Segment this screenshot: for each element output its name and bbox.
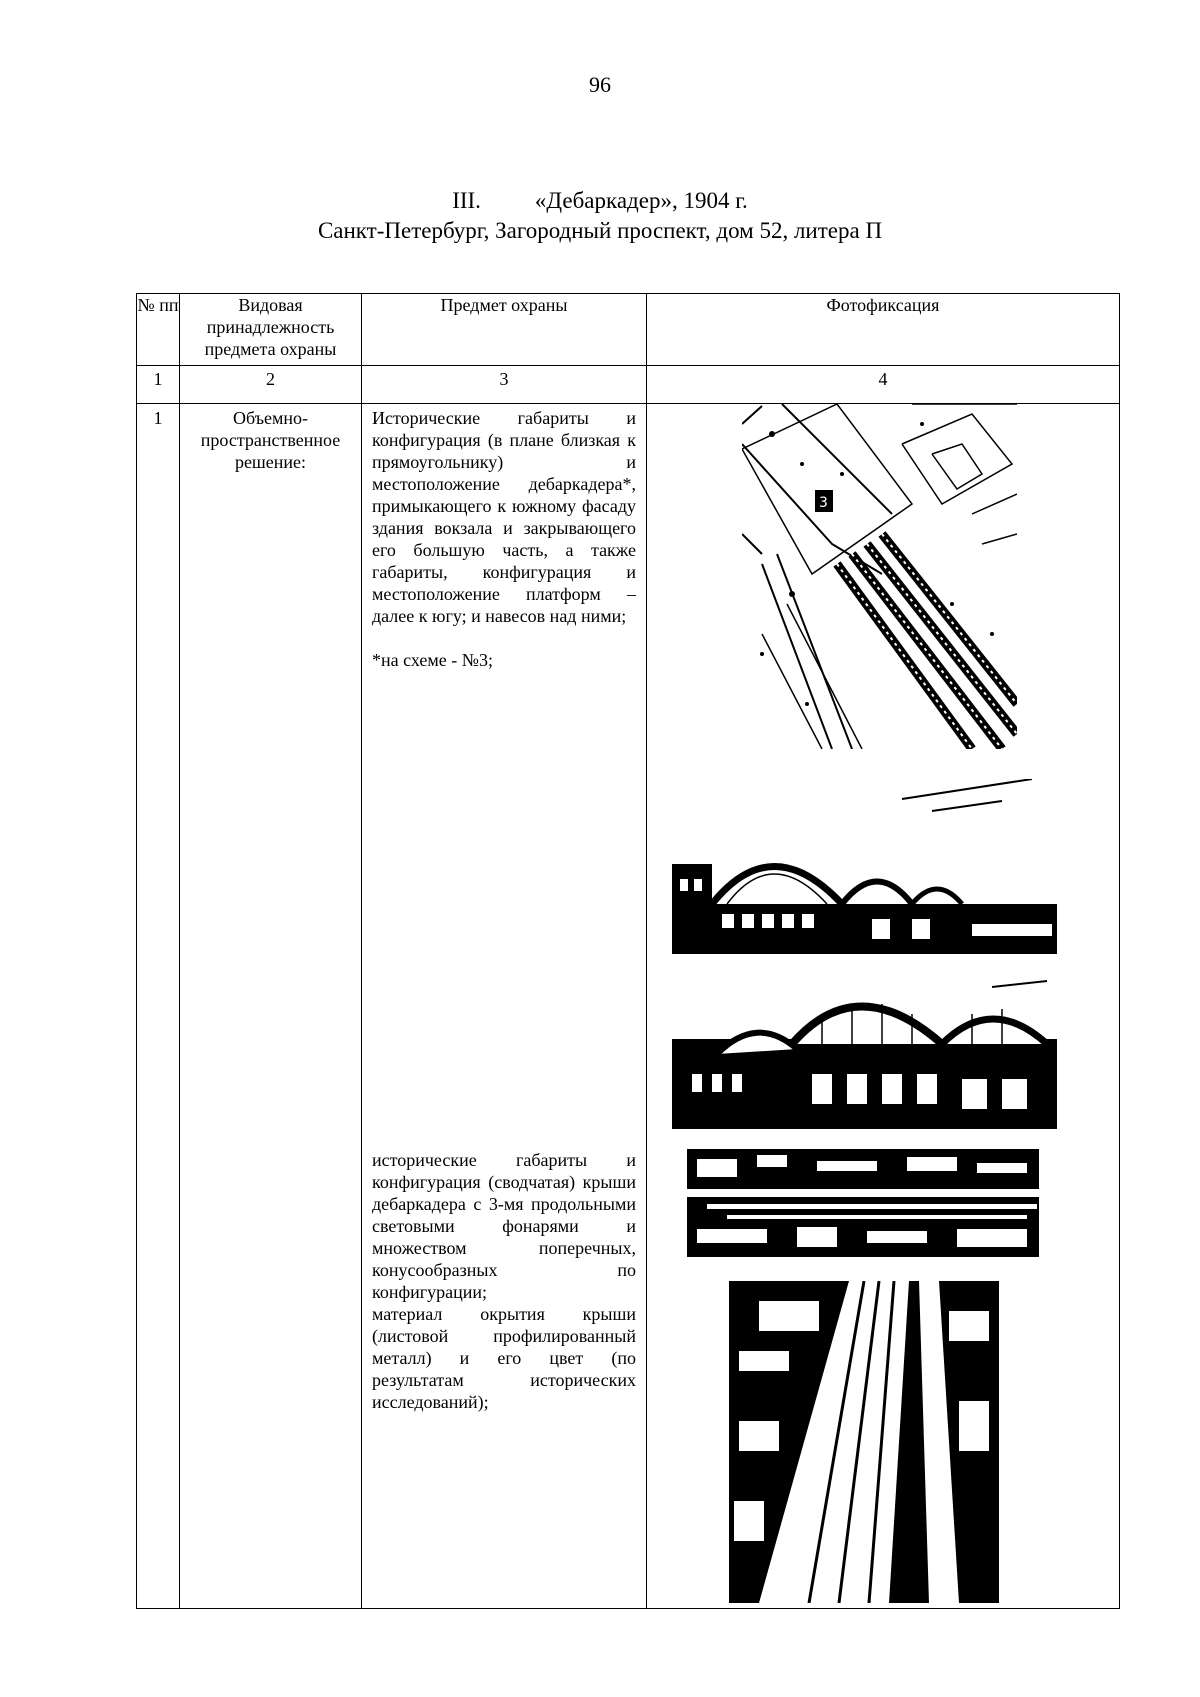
row-subject	[362, 404, 647, 1609]
roof-photo-2	[672, 979, 1057, 1129]
header-type: Видовая принадлежность предмета охраны	[180, 294, 362, 366]
page-number: 96	[589, 72, 611, 97]
column-number: 3	[362, 366, 647, 404]
column-number: 1	[137, 366, 180, 404]
aerial-photo-2	[729, 1281, 999, 1603]
aerial-photo-1	[687, 1149, 1039, 1257]
row-number: 1	[137, 404, 180, 1609]
object-address: Санкт-Петербург, Загородный проспект, дом 52, литера П	[317, 218, 883, 243]
roof-photo-1	[672, 779, 1057, 954]
object-name: «Дебаркадер», 1904 г.	[534, 188, 748, 213]
table-row	[137, 404, 1120, 1609]
column-number: 2	[180, 366, 362, 404]
subject-text-3: материал окрытия крыши (листовой профилированный металл) и его цвет (по результатам исторических исследований);	[372, 1304, 636, 1412]
subject-text-1: Исторические габариты и конфигурация (в плане близкая к прямоугольнику) и местоположение дебаркадера*, примыкающего к южному фасаду здания вокзала и закрывающего его большую часть, а также габариты, конфигурация и местоположение платформ – далее к югу; и навесов над ними;	[372, 408, 636, 626]
photo-cell	[647, 404, 1120, 1609]
subject-text-2: исторические габариты и конфигурация (сводчатая) крыши дебаркадера с 3-мя продольными световыми фонарями и множеством поперечных, конусообразных по конфигурации;	[372, 1150, 636, 1302]
row-type: Объемно-пространственное решение:	[180, 404, 362, 1609]
section-title	[0, 188, 1200, 214]
column-number: 4	[647, 366, 1120, 404]
header-photo: Фотофиксация	[647, 294, 1120, 366]
site-plan-image	[742, 404, 1017, 749]
section-number: III.	[452, 188, 481, 213]
protection-table	[136, 293, 1120, 1609]
subject-footnote: *на схеме - №3;	[372, 650, 493, 670]
header-subject: Предмет охраны	[362, 294, 647, 366]
map-marker-label: 3	[819, 495, 828, 511]
table-header-row	[137, 294, 1120, 366]
header-number: № пп	[137, 294, 180, 366]
column-number-row	[137, 366, 1120, 404]
